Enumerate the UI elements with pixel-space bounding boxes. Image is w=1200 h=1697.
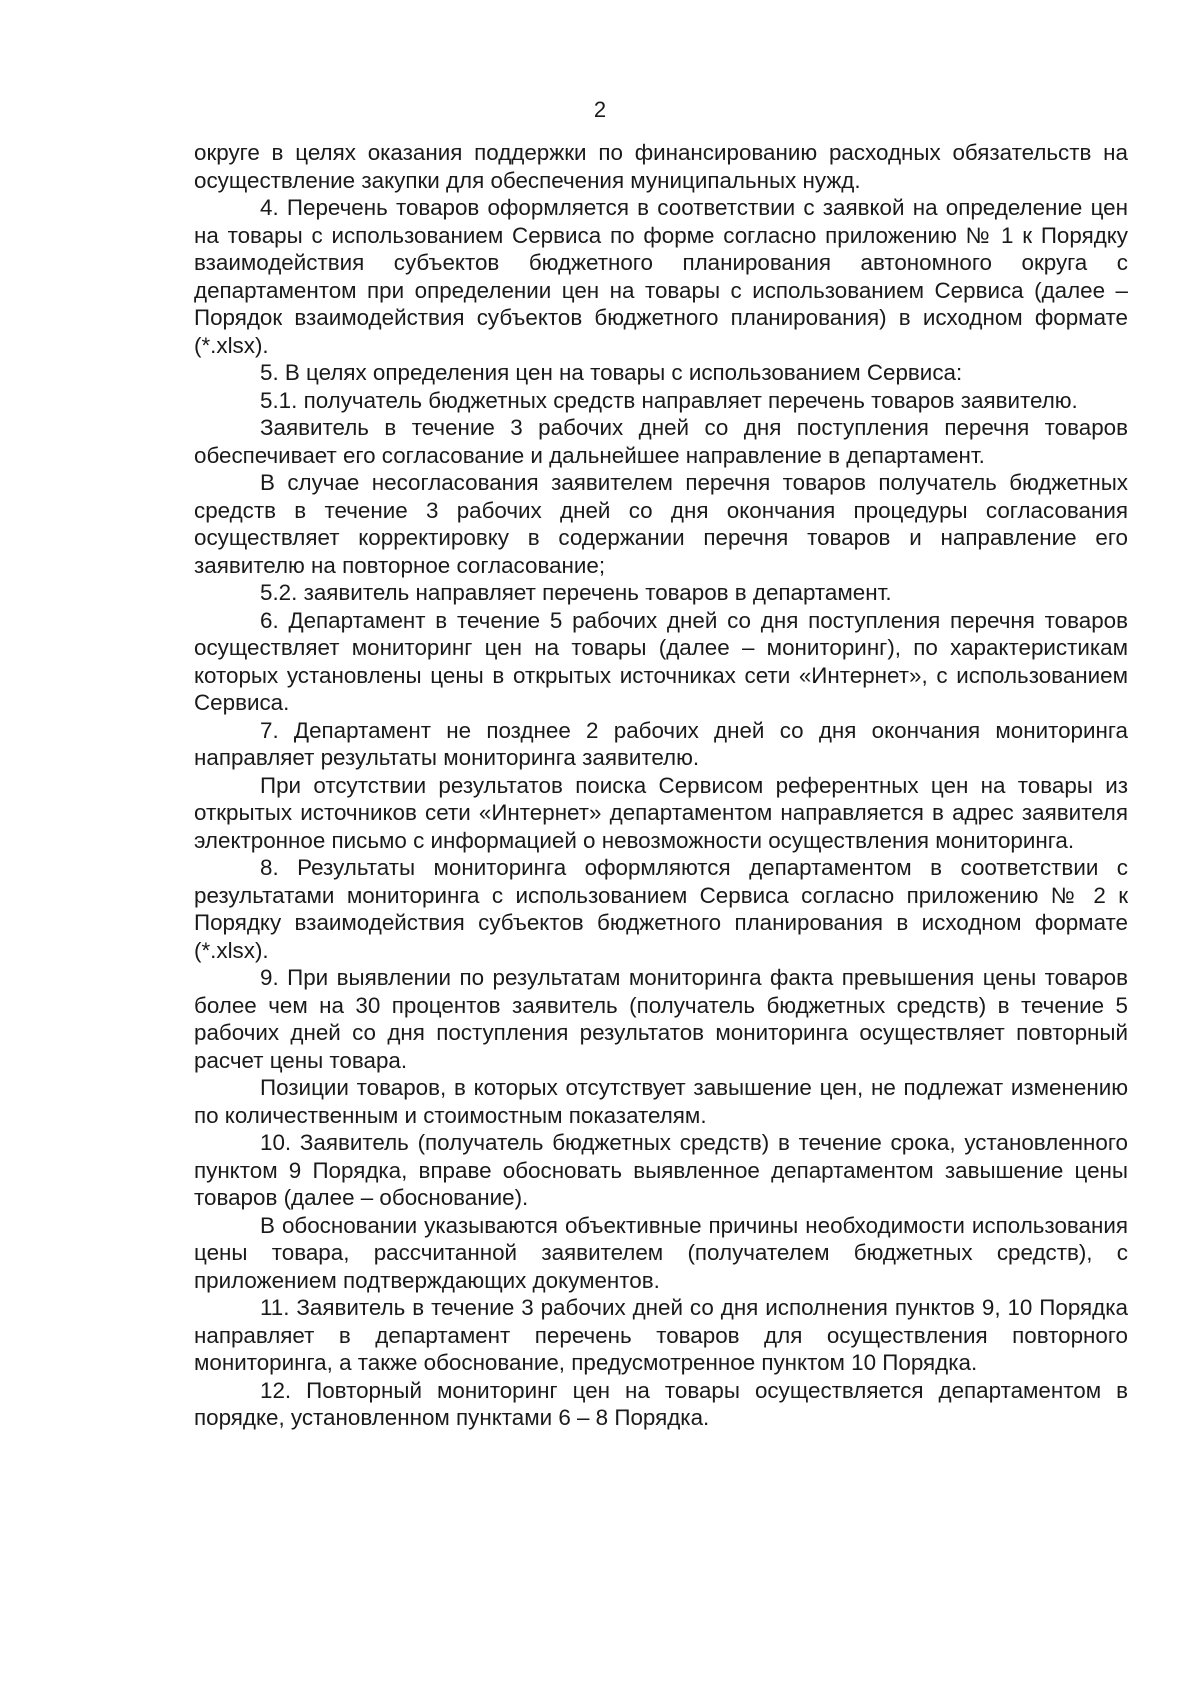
paragraph: 11. Заявитель в течение 3 рабочих дней со дня исполнения пунктов 9, 10 Порядка направляет в департамент перечень товаров для осуществления повторного мониторинга, а также обоснование, предусмотренное пунктом 10 Порядка. [194,1295,1128,1375]
paragraph: округе в целях оказания поддержки по финансированию расходных обязательств на осуществление закупки для обеспечения муниципальных нужд. [194,140,1128,193]
paragraph: 9. При выявлении по результатам мониторинга факта превышения цены товаров более чем на 30 процентов заявитель (получатель бюджетных средств) в течение 5 рабочих дней со дня поступления результатов мониторинга осуществляет повторный расчет цены товара. [194,965,1128,1073]
paragraph: В случае несогласования заявителем перечня товаров получатель бюджетных средств в течение 3 рабочих дней со дня окончания процедуры согласования осуществляет корректировку в содержании перечня товаров и направление его заявителю на повторное согласование; [194,470,1128,578]
paragraph: 5. В целях определения цен на товары с использованием Сервиса: [260,360,963,385]
paragraph: 4. Перечень товаров оформляется в соответствии с заявкой на определение цен на товары с использованием Сервиса по форме согласно приложению № 1 к Порядку взаимодействия субъектов бюджетного планирования автономного округа с департаментом при определении цен на товары с использованием Сервиса (далее – Порядок взаимодействия субъектов бюджетного планирования) в исходном формате (*.xlsx). [194,195,1128,358]
paragraph: 7. Департамент не позднее 2 рабочих дней со дня окончания мониторинга направляет результаты мониторинга заявителю. [194,717,1128,770]
paragraph: 10. Заявитель (получатель бюджетных средств) в течение срока, установленного пунктом 9 Порядка, вправе обосновать выявленное департаментом завышение цены товаров (далее – обоснование). [194,1130,1128,1210]
paragraph: 6. Департамент в течение 5 рабочих дней со дня поступления перечня товаров осуществляет мониторинг цен на товары (далее – мониторинг), по характеристикам которых установлены цены в открытых источниках сети «Интернет», с использованием Сервиса. [194,607,1128,715]
document-body [194,139,1128,1432]
paragraph: При отсутствии результатов поиска Сервисом референтных цен на товары из открытых источников сети «Интернет» департаментом направляется в адрес заявителя электронное письмо с информацией о невозможности осуществления мониторинга. [194,772,1128,853]
paragraph: 5.2. заявитель направляет перечень товаров в департамент. [260,580,892,605]
paragraph: 12. Повторный мониторинг цен на товары осуществляется департаментом в порядке, установленном пунктами 6 – 8 Порядка. [194,1377,1128,1430]
paragraph: В обосновании указываются объективные причины необходимости использования цены товара, рассчитанной заявителем (получателем бюджетных средств), с приложением подтверждающих документов. [194,1212,1128,1293]
page-number: 2 [593,97,607,122]
paragraph: Заявитель в течение 3 рабочих дней со дня поступления перечня товаров обеспечивает его согласование и дальнейшее направление в департамент. [194,415,1128,468]
paragraph: Позиции товаров, в которых отсутствует завышение цен, не подлежат изменению по количественным и стоимостным показателям. [194,1075,1128,1128]
paragraph: 8. Результаты мониторинга оформляются департаментом в соответствии с результатами мониторинга с использованием Сервиса согласно приложению № 2 к Порядку взаимодействия субъектов бюджетного планирования в исходном формате (*.xlsx). [194,855,1128,963]
paragraph: 5.1. получатель бюджетных средств направляет перечень товаров заявителю. [260,387,1078,413]
